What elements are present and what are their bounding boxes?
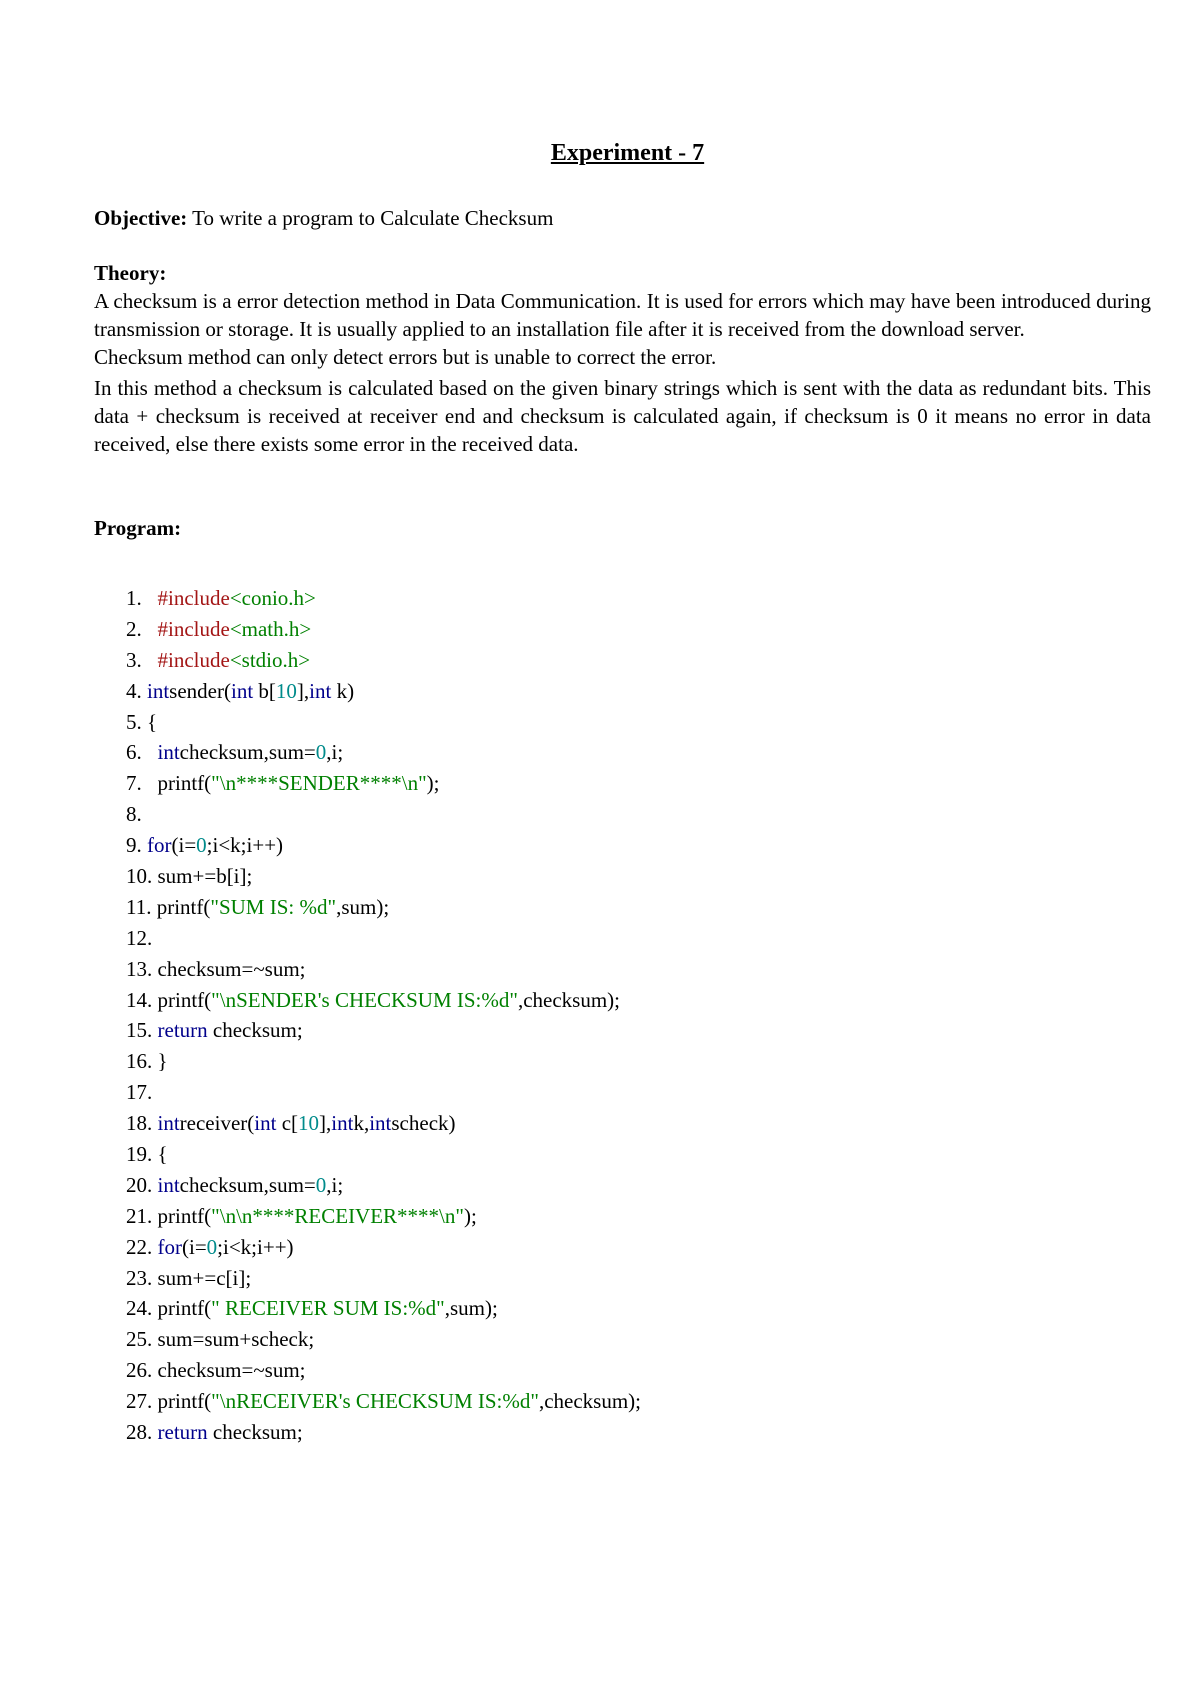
code-line bbox=[126, 1108, 1126, 1139]
line-number: 10. bbox=[126, 864, 153, 889]
code-line bbox=[126, 1015, 1126, 1046]
code-token: #include bbox=[157, 647, 230, 672]
code-line bbox=[126, 1077, 1126, 1108]
code-line bbox=[126, 1355, 1126, 1386]
line-number: 28. bbox=[126, 1420, 153, 1445]
line-number: 13. bbox=[126, 956, 153, 981]
code-token: ,i; bbox=[326, 740, 344, 765]
theory-paragraph: In this method a checksum is calculated based on the given binary strings which is sent with the data as redundant bits. This data + checksum is received at receiver end and checksum is calculated again, if checksum is 0 it means no error in data received, else there exists some error in the received data. bbox=[94, 376, 1151, 456]
code-token: "SUM IS: %d" bbox=[210, 894, 337, 919]
code-token: checksum=~sum; bbox=[152, 956, 306, 981]
code-line bbox=[126, 1324, 1126, 1355]
code-token: (i= bbox=[171, 833, 197, 858]
code-token: #include bbox=[157, 616, 230, 641]
code-token: 0 bbox=[315, 740, 327, 765]
code-token: ,checksum); bbox=[517, 987, 620, 1012]
code-token: k, bbox=[353, 1111, 370, 1136]
code-token: int bbox=[157, 1172, 180, 1197]
code-line bbox=[126, 1293, 1126, 1324]
theory-paragraph: A checksum is a error detection method in Data Communication. It is used for errors which may have been introduced during transmission or storage. It is usually applied to an installation file after it is received from the download server. bbox=[94, 289, 1151, 341]
code-token: int bbox=[254, 1111, 277, 1136]
code-token: "\nSENDER's CHECKSUM IS:%d" bbox=[211, 987, 518, 1012]
code-token: printf( bbox=[151, 894, 211, 919]
code-token: printf( bbox=[152, 987, 212, 1012]
code-token: <conio.h> bbox=[229, 586, 316, 610]
code-token: { bbox=[141, 709, 158, 734]
code-token: checksum,sum= bbox=[179, 1172, 316, 1197]
code-token: int bbox=[147, 678, 170, 703]
line-number: 9. bbox=[126, 833, 142, 858]
code-token: checksum=~sum; bbox=[152, 1358, 306, 1383]
code-token: c[ bbox=[276, 1111, 299, 1136]
code-line bbox=[126, 830, 1126, 861]
code-token: int bbox=[230, 678, 254, 703]
line-number: 27. bbox=[126, 1389, 153, 1414]
code-line bbox=[126, 614, 1126, 645]
code-token: sum+=b[i]; bbox=[152, 864, 253, 889]
code-line bbox=[126, 1201, 1126, 1232]
code-token: sender( bbox=[169, 678, 231, 703]
code-line bbox=[126, 583, 1126, 614]
code-token: <math.h> bbox=[229, 616, 312, 641]
line-number: 23. bbox=[126, 1265, 153, 1290]
code-line bbox=[126, 954, 1126, 985]
code-token: receiver( bbox=[179, 1111, 255, 1136]
objective-line bbox=[94, 204, 553, 232]
code-token: #include bbox=[157, 586, 230, 610]
line-number: 4. bbox=[126, 678, 142, 703]
code-token: ], bbox=[319, 1111, 332, 1136]
code-line bbox=[126, 799, 1126, 830]
line-number: 1. bbox=[126, 586, 142, 610]
line-number: 5. bbox=[126, 709, 142, 734]
program-heading: Program: bbox=[94, 516, 182, 540]
code-token: (i= bbox=[182, 1234, 207, 1259]
code-token: { bbox=[152, 1142, 168, 1167]
code-token: 0 bbox=[206, 1234, 218, 1259]
code-token: "\n****SENDER****\n" bbox=[211, 771, 427, 796]
line-number: 18. bbox=[126, 1111, 153, 1136]
code-token bbox=[142, 586, 158, 610]
code-line bbox=[126, 923, 1126, 954]
code-token: printf( bbox=[152, 1296, 212, 1321]
line-number: 21. bbox=[126, 1203, 153, 1228]
code-token: " RECEIVER SUM IS:%d" bbox=[211, 1296, 445, 1321]
code-token: int bbox=[157, 740, 180, 765]
code-token: ); bbox=[463, 1203, 477, 1228]
code-line bbox=[126, 768, 1126, 799]
page-title: Experiment - 7 bbox=[550, 140, 705, 166]
code-token: } bbox=[152, 1049, 168, 1074]
line-number: 22. bbox=[126, 1234, 153, 1259]
line-number: 15. bbox=[126, 1018, 153, 1043]
code-token: int bbox=[309, 678, 332, 703]
code-token: ;i<k;i++) bbox=[206, 833, 284, 858]
code-line bbox=[126, 1263, 1126, 1294]
line-number: 12. bbox=[126, 925, 153, 950]
code-token: "\nRECEIVER's CHECKSUM IS:%d" bbox=[211, 1389, 539, 1414]
code-line bbox=[126, 1417, 1126, 1448]
code-token: return bbox=[157, 1018, 208, 1043]
line-number: 3. bbox=[126, 647, 142, 672]
code-token bbox=[142, 648, 158, 672]
code-token: sum+=c[i]; bbox=[152, 1265, 252, 1290]
code-token: printf( bbox=[152, 1203, 212, 1228]
line-number: 20. bbox=[126, 1172, 153, 1197]
line-number: 2. bbox=[126, 616, 142, 641]
code-line bbox=[126, 707, 1126, 738]
theory-heading: Theory: bbox=[94, 261, 167, 285]
code-token: for bbox=[147, 833, 172, 858]
code-token: checksum; bbox=[207, 1018, 303, 1043]
line-number: 11. bbox=[126, 894, 152, 919]
code-token: b[ bbox=[253, 678, 276, 703]
code-token: ); bbox=[426, 771, 440, 796]
code-line bbox=[126, 676, 1126, 707]
code-token bbox=[142, 740, 158, 764]
code-line bbox=[126, 737, 1126, 768]
code-token: ,sum); bbox=[444, 1296, 498, 1321]
code-line bbox=[126, 1386, 1126, 1417]
code-token: printf( bbox=[152, 1389, 212, 1414]
line-number: 24. bbox=[126, 1296, 153, 1321]
code-token bbox=[142, 617, 158, 641]
code-token: 10 bbox=[298, 1111, 320, 1136]
code-token: 0 bbox=[196, 833, 207, 858]
code-token: int bbox=[369, 1111, 392, 1136]
code-token: int bbox=[331, 1111, 354, 1136]
code-line bbox=[126, 1139, 1126, 1170]
code-token: "\n\n****RECEIVER****\n" bbox=[211, 1203, 464, 1228]
code-token: scheck) bbox=[391, 1111, 456, 1136]
line-number: 19. bbox=[126, 1142, 153, 1167]
code-line bbox=[126, 861, 1126, 892]
code-token: sum=sum+scheck; bbox=[152, 1327, 315, 1352]
code-token: ,sum); bbox=[336, 894, 390, 919]
line-number: 16. bbox=[126, 1049, 153, 1074]
theory-body bbox=[94, 287, 1151, 458]
code-token: int bbox=[157, 1111, 180, 1136]
code-line bbox=[126, 1046, 1126, 1077]
code-token: <stdio.h> bbox=[229, 647, 311, 672]
code-token: k) bbox=[331, 678, 355, 703]
code-token: ], bbox=[296, 678, 310, 703]
code-line bbox=[126, 645, 1126, 676]
line-number: 14. bbox=[126, 987, 153, 1012]
line-number: 6. bbox=[126, 740, 142, 765]
code-token: printf( bbox=[141, 771, 212, 796]
code-token: return bbox=[157, 1420, 208, 1445]
line-number: 26. bbox=[126, 1358, 153, 1383]
code-token: ;i<k;i++) bbox=[217, 1234, 294, 1259]
line-number: 17. bbox=[126, 1080, 153, 1105]
line-number: 25. bbox=[126, 1327, 153, 1352]
code-listing bbox=[126, 583, 1126, 1448]
code-token: ,checksum); bbox=[538, 1389, 641, 1414]
code-line bbox=[126, 892, 1126, 923]
code-line bbox=[126, 985, 1126, 1016]
objective-label: Objective: bbox=[94, 206, 188, 230]
line-number: 8. bbox=[126, 802, 142, 827]
line-number: 7. bbox=[126, 771, 142, 796]
theory-paragraph: Checksum method can only detect errors but is unable to correct the error. bbox=[94, 345, 717, 369]
code-token: 10 bbox=[275, 678, 297, 703]
code-line bbox=[126, 1232, 1126, 1263]
code-token: checksum; bbox=[207, 1420, 303, 1445]
code-token: for bbox=[157, 1234, 182, 1259]
code-token: checksum,sum= bbox=[179, 740, 316, 765]
code-line bbox=[126, 1170, 1126, 1201]
code-token: ,i; bbox=[326, 1172, 344, 1197]
code-token: 0 bbox=[315, 1172, 327, 1197]
objective-text: To write a program to Calculate Checksum bbox=[187, 206, 554, 230]
